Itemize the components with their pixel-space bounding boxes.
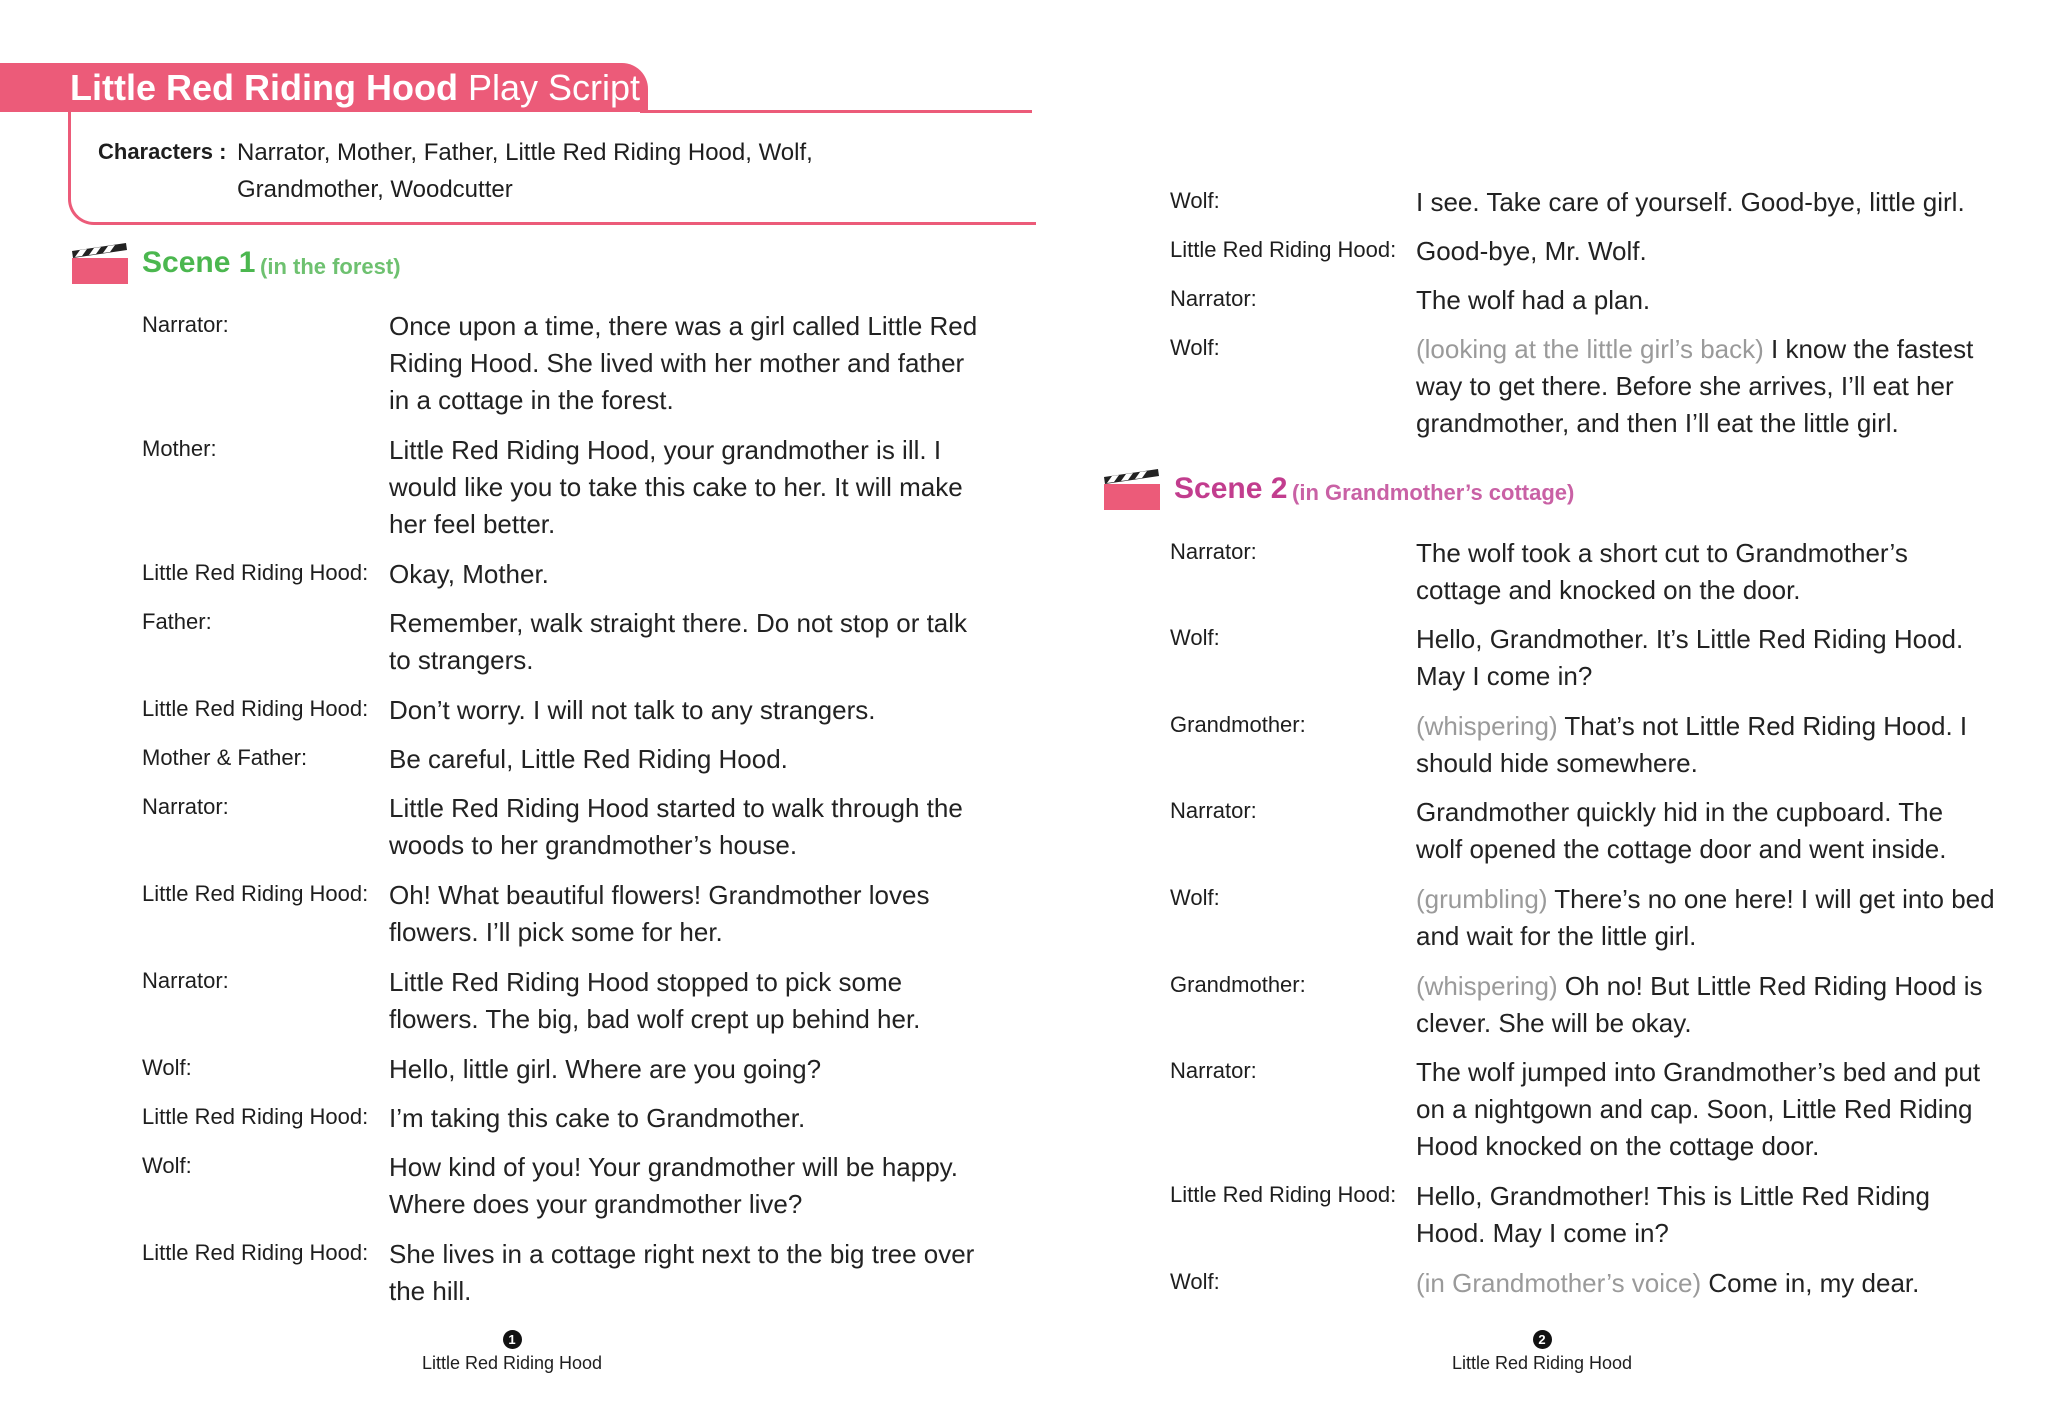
line-text: Little Red Riding Hood started to walk through the woods to her grandmother’s house. [389,793,963,860]
speech-text [389,556,979,593]
speaker-label: Wolf: [142,1153,192,1178]
speaker-label: Narrator: [142,794,229,819]
scene-1-title: Scene 1 [142,246,256,279]
line-text: Be careful, Little Red Riding Hood. [389,744,788,774]
speaker-label: Mother & Father: [142,745,308,770]
characters-label: Characters : [98,139,227,164]
line-text: I see. Take care of yourself. Good-bye, little girl. [1416,187,1965,217]
speech-text [389,1149,979,1223]
speech-text [389,1236,979,1310]
page-footer-right [1392,1330,1692,1374]
line-text: The wolf had a plan. [1416,285,1651,315]
line-text: Oh no! But Little Red Riding Hood is clever. She will be okay. [1416,971,1983,1038]
speech-text [389,432,979,543]
speech-text [1416,1054,1996,1165]
line-text: Don’t worry. I will not talk to any strangers. [389,695,876,725]
speaker-label: Wolf: [142,1055,192,1080]
line-text: I’m taking this cake to Grandmother. [389,1103,806,1133]
line-text: The wolf took a short cut to Grandmother’s cottage and knocked on the door. [1416,538,1908,605]
line-text: Come in, my dear. [1701,1268,1920,1298]
line-text: Remember, walk straight there. Do not stop or talk to strangers. [389,608,968,675]
speech-text [1416,708,1996,782]
speaker-label: Narrator: [142,312,229,337]
line-text: There’s no one here! I will get into bed and wait for the little girl. [1416,884,1995,951]
speaker-label: Little Red Riding Hood: [142,560,369,585]
line-text: Good-bye, Mr. Wolf. [1416,236,1647,266]
speech-text [389,790,979,864]
footer-title: Little Red Riding Hood [1451,1353,1633,1373]
line-text: Hello, Grandmother. It’s Little Red Riding Hood. May I come in? [1416,624,1964,691]
clapperboard-icon [70,242,130,286]
characters-list: Narrator, Mother, Father, Little Red Riding Hood, Wolf, Grandmother, Woodcutter [237,139,813,203]
scene-1-heading [70,242,470,286]
speaker-label: Mother: [142,436,217,461]
speech-text [1416,968,1996,1042]
speaker-label: Wolf: [1170,188,1220,213]
speech-text [389,605,979,679]
speech-text [1416,1265,1996,1302]
speech-text [1416,282,1996,319]
speech-text [389,964,979,1038]
speech-text [389,741,979,778]
speaker-label: Narrator: [1170,286,1257,311]
speaker-label: Narrator: [142,968,229,993]
line-text: Little Red Riding Hood stopped to pick some flowers. The big, bad wolf crept up behind her. [389,967,921,1034]
page-footer-left [362,1330,662,1374]
speaker-label: Father: [142,609,212,634]
speaker-label: Little Red Riding Hood: [1170,237,1397,262]
speech-text [1416,535,1996,609]
scene-2-heading [1102,468,1662,512]
scene-2-note: (in Grandmother’s cottage) [1292,480,1575,505]
page-title [70,63,640,112]
speaker-label: Grandmother: [1170,972,1306,997]
speaker-label: Little Red Riding Hood: [142,696,369,721]
speaker-label: Wolf: [1170,625,1220,650]
speech-text [389,877,979,951]
scene-2-title: Scene 2 [1174,472,1288,505]
stage-direction: (looking at the little girl’s back) [1416,334,1764,364]
line-text: She lives in a cottage right next to the big tree over the hill. [389,1239,975,1306]
title-rest: Play Script [457,67,641,108]
speech-text [1416,233,1996,270]
speaker-label: Wolf: [1170,335,1220,360]
speaker-label: Little Red Riding Hood: [142,1240,369,1265]
speaker-label: Wolf: [1170,1269,1220,1294]
footer-title: Little Red Riding Hood [421,1353,603,1373]
line-text: How kind of you! Your grandmother will be happy. Where does your grandmother live? [389,1152,958,1219]
speaker-label: Narrator: [1170,798,1257,823]
stage-direction: (whispering) [1416,971,1558,1001]
speech-text [389,1051,979,1088]
speaker-label: Grandmother: [1170,712,1306,737]
clapperboard-icon [1102,468,1162,512]
speech-text [389,1100,979,1137]
speaker-label: Little Red Riding Hood: [142,881,369,906]
stage-direction: (whispering) [1416,711,1558,741]
title-banner [0,63,648,112]
page-number: 1 [503,1330,522,1349]
speech-text [389,692,979,729]
line-text: Grandmother quickly hid in the cupboard. The wolf opened the cottage door and went inside. [1416,797,1947,864]
line-text: Oh! What beautiful flowers! Grandmother loves flowers. I’ll pick some for her. [389,880,930,947]
line-text: Once upon a time, there was a girl called Little Red Riding Hood. She lived with her mother and father in a cottage in the forest. [389,311,978,415]
scene-1-note: (in the forest) [260,254,401,279]
line-text: Okay, Mother. [389,559,549,589]
speech-text [1416,794,1996,868]
speaker-label: Little Red Riding Hood: [1170,1182,1397,1207]
line-text: The wolf jumped into Grandmother’s bed and put on a nightgown and cap. Soon, Little Red Riding Hood knocked on the cottage door. [1416,1057,1981,1161]
title-bold: Little Red Riding Hood [70,67,458,108]
speaker-label: Little Red Riding Hood: [142,1104,369,1129]
stage-direction: (in Grandmother’s voice) [1416,1268,1702,1298]
speech-text [389,308,979,419]
speech-text [1416,621,1996,695]
stage-direction: (grumbling) [1416,884,1548,914]
speech-text [1416,881,1996,955]
line-text: Hello, little girl. Where are you going? [389,1054,822,1084]
speech-text [1416,1178,1996,1252]
speech-text [1416,331,1996,442]
page-number: 2 [1533,1330,1552,1349]
speech-text [1416,184,1996,221]
line-text: That’s not Little Red Riding Hood. I should hide somewhere. [1416,711,1968,778]
line-text: Little Red Riding Hood, your grandmother is ill. I would like you to take this cake to her. It will make her feel better. [389,435,963,539]
speaker-label: Narrator: [1170,1058,1257,1083]
line-text: I know the fastest way to get there. Before she arrives, I’ll eat her grandmother, and then I’ll eat the little girl. [1416,334,1974,438]
speaker-label: Narrator: [1170,539,1257,564]
speaker-label: Wolf: [1170,885,1220,910]
line-text: Hello, Grandmother! This is Little Red Riding Hood. May I come in? [1416,1181,1930,1248]
